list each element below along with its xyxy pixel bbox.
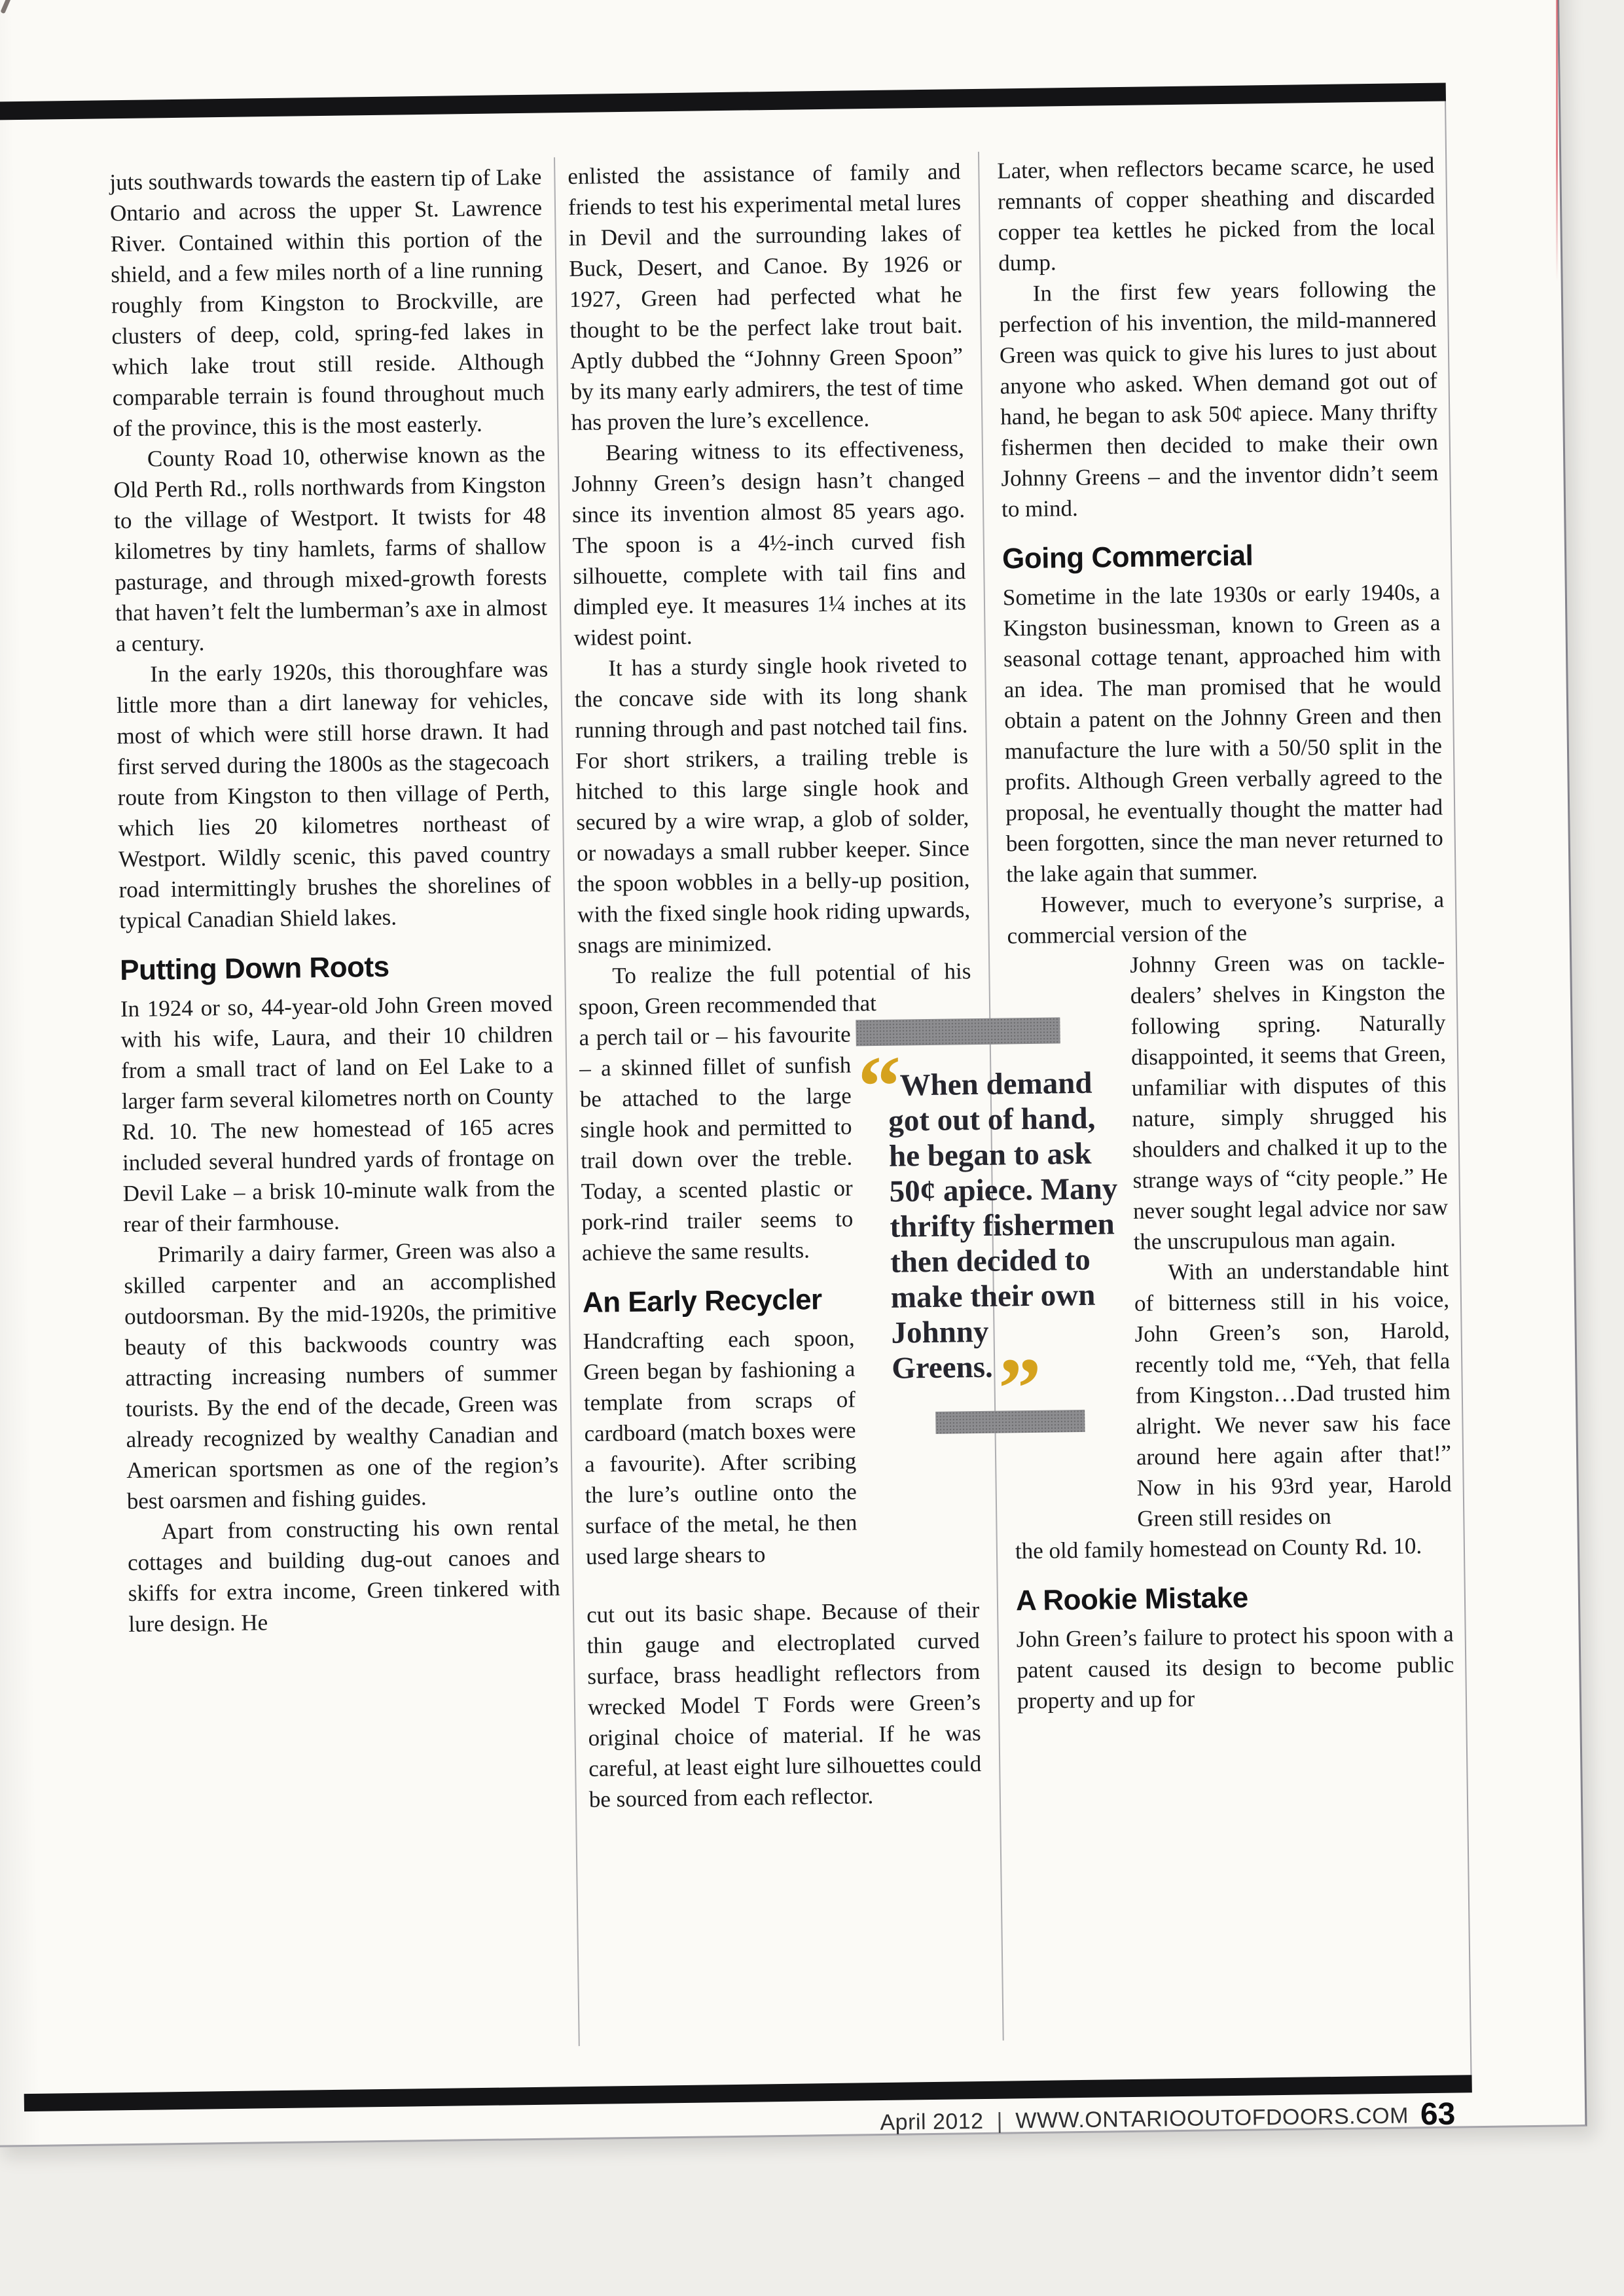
paragraph: John Green’s failure to protect his spoon with a patent caused its design to become public property and up for bbox=[1016, 1621, 1454, 1714]
pen-mark-artifact bbox=[0, 0, 13, 14]
column-1 bbox=[109, 162, 560, 1640]
paragraph: enlisted the assistance of family and friends to test his experimental metal lures in Devil and the surrounding lakes of Buck, Desert, and Canoe. By 1926 or 1927, Green had perfected what he thought to be the perfect lake trout bait. Aptly dubbed the “Johnny Green Spoon” by its many early admirers, the test of time has proven the lure’s excellence. bbox=[568, 158, 964, 436]
issue-date: April 2012 bbox=[880, 2109, 984, 2136]
paragraph: Johnny Green was on tackle-dealers’ shelves in Kingston the following spring. Naturally disappointed, it seems that Green, unfamiliar with disputes of this nature, simply shrugged his shoulders and chalked it up to the strange ways of “city people.” He never sought legal advice nor saw the unscrupulous man again. bbox=[1129, 948, 1449, 1255]
paragraph: juts southwards towards the eastern tip of Lake Ontario and across the upper St. Lawrence River. Contained within this portion of the shield, and a few miles north of a line running roughly from Kingston to Brockville, are clusters of deep, cold, spring-fed lakes in which lake trout still reside. Although comparable terrain is found throughout much of the province, this is the most easterly. bbox=[109, 164, 545, 442]
pull-quote bbox=[856, 1016, 1136, 1435]
column-3 bbox=[997, 150, 1454, 1717]
paragraph: In the first few years following the perfection of his invention, the mild-mannered Green was quick to give his lures to just about anyone who asked. When demand got out of hand, he began to ask 50¢ apiece. Many thrifty fishermen then decided to make their own Johnny Greens – and the inventor didn’t seem to mind. bbox=[999, 275, 1439, 522]
paragraph: a perch tail or – his favourite – a skinned fillet of sunfish be attached to the large single hook and permitted to trail down over the treble. Today, a scented plastic or pork-rind trailer seems to achieve the same results. bbox=[579, 1021, 854, 1266]
paragraph: Apart from constructing his own rental cottages and building dug-out canoes and skiffs for extra income, Green tinkered with lure design. He bbox=[127, 1513, 560, 1638]
paragraph: the old family homestead on County Rd. 10. bbox=[1015, 1533, 1422, 1564]
paragraph: Handcrafting each spoon, Green began by fashioning a template from scraps of cardboard (match boxes were a favourite). After scribing the lure’s outline onto the surface of the metal, he then used large shears to bbox=[583, 1325, 857, 1570]
section-heading-going-commercial: Going Commercial bbox=[1001, 539, 1254, 575]
pull-quote-left-carve bbox=[579, 1019, 1118, 1600]
open-quote-icon: “ bbox=[857, 1037, 897, 1135]
paragraph: Sometime in the late 1930s or early 1940s, a Kingston businessman, known to Green as a seasonal cottage tenant, approached him with an idea. The man promised that he would obtain a patent on the Johnny Green and then manufacture the lure with a 50/50 split in the profits. Although Green verbally agreed to the proposal, he eventually thought the matter had been forgotten, since the man never returned to the lake again that summer. bbox=[1002, 579, 1443, 888]
pull-quote-right-carve bbox=[1130, 946, 1453, 1534]
article-columns bbox=[109, 150, 1459, 2052]
paragraph: County Road 10, otherwise known as the Old Perth Rd., rolls northwards from Kingston to the village of Westport. It twists for 48 kilometres by tiny hamlets, farms of shallow pasturage, and through mixed-growth forests that haven’t felt the lumberman’s axe in almost a century. bbox=[113, 440, 548, 657]
paragraph: To realize the full potential of his spoon, Green recommended that bbox=[578, 958, 971, 1020]
paragraph: It has a sturdy single hook riveted to the concave side with its long shank running through and past notched tail fins. For short strikers, a trailing treble is hitched to this large single hook and secured by a wire wrap, a glob of solder, or nowadays a small rubber keeper. Since the spoon wobbles in a belly-up position, with the fixed single hook riding upwards, snags are minimized. bbox=[574, 651, 971, 958]
paragraph: With an understandable hint of bitterness still in his voice, John Green’s son, Harold, recently told me, “Yeh, that fella from Kingston…Dad trusted him alright. We never saw his face around here again after that!” Now in his 93rd year, Harold Green still resides on bbox=[1134, 1255, 1452, 1532]
section-heading-a-rookie-mistake: A Rookie Mistake bbox=[1015, 1581, 1248, 1617]
section-heading-an-early-recycler: An Early Recycler bbox=[582, 1283, 822, 1319]
paragraph: In the early 1920s, this thoroughfare was little more than a dirt laneway for vehicles, most of which were still horse drawn. It had first served during the 1800s as the stagecoach route from Kingston to then village of Perth, which lies 20 kilometres northeast of Westport. Wildly scenic, this paved country road intermittingly brushes the shorelines of typical Canadian Shield lakes. bbox=[116, 656, 551, 934]
paragraph: cut out its basic shape. Because of their thin gauge and electroplated curved surface, brass headlight reflectors from wrecked Model T Fords were Green’s original choice of material. If he was careful, at least eight lure silhouettes could be sourced from each reflector. bbox=[586, 1597, 982, 1812]
section-heading-putting-down-roots: Putting Down Roots bbox=[119, 950, 389, 987]
paragraph: However, much to everyone’s surprise, a commercial version of the bbox=[1007, 886, 1445, 949]
page-number: 63 bbox=[1420, 2096, 1456, 2132]
footer-separator: | bbox=[996, 2108, 1003, 2134]
website-url: WWW.ONTARIOOUTOFDOORS.COM bbox=[1015, 2103, 1409, 2134]
top-rule-bar bbox=[0, 82, 1446, 120]
pull-quote-text: When demand got out of hand, he began to ask 50¢ apiece. Many thrifty fishermen then decided to make their own Johnny Greens. bbox=[888, 1066, 1118, 1386]
paragraph: Bearing witness to its effectiveness, Johnny Green’s design hasn’t changed since its invention almost 85 years ago. The spoon is a 4½-inch curved fish silhouette, complete with tail fins and dimpled eye. It measures 1¼ inches at its widest point. bbox=[571, 435, 967, 651]
column-2 bbox=[568, 156, 1118, 1815]
close-quote-icon: ” bbox=[998, 1339, 1038, 1437]
paragraph: Primarily a dairy farmer, Green was also a skilled carpenter and an accomplished outdoorsman. By the mid-1920s, the primitive beauty of this backwoods country was attracting increasing numbers of summer tourists. By the end of the decade, Green was already recognized by wealthy Canadian and American sportsmen as one of the region’s best oarsmen and fishing guides. bbox=[124, 1236, 559, 1515]
pull-quote-text-block bbox=[856, 1037, 1135, 1437]
scan-scratch-artifact bbox=[1556, 0, 1558, 281]
paragraph: Later, when reflectors became scarce, he used remnants of copper sheathing and discarded copper tea kettles he picked from the local dump. bbox=[997, 152, 1435, 276]
paragraph: In 1924 or so, 44-year-old John Green moved with his wife, Laura, and their 10 children from a small tract of land on Eel Lake to a larger farm several kilometres north on County Rd. 10. The new homestead of 165 acres included several hundred yards of frontage on Devil Lake – a brisk 10-minute walk from the rear of their farmhouse. bbox=[120, 990, 555, 1238]
